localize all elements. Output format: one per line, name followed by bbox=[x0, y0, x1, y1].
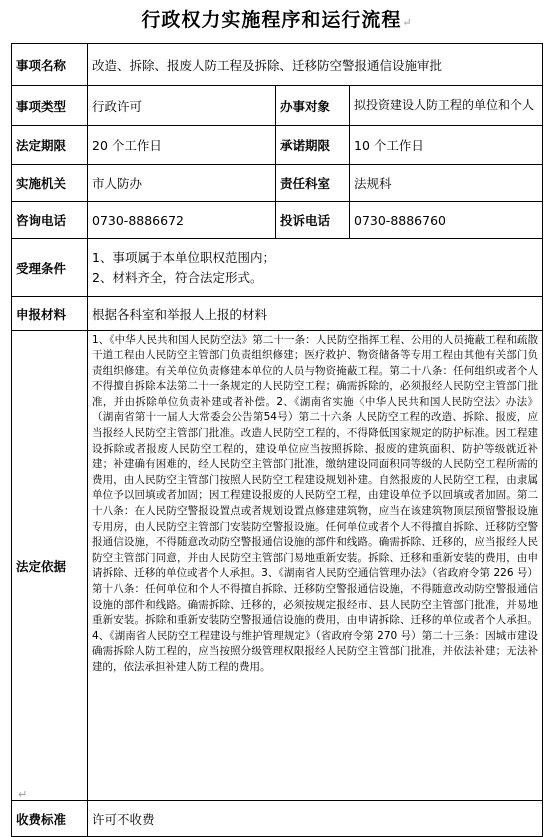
dept-value: 法规科 bbox=[350, 165, 543, 202]
row-conditions bbox=[12, 239, 543, 297]
agency-label: 实施机关 bbox=[12, 165, 88, 202]
target-label: 办事对象 bbox=[276, 86, 350, 126]
condition-1: 1、事项属于本单位职权范围内； bbox=[92, 249, 275, 265]
target-value: 拟投资建设人防工程的单位和个人 bbox=[350, 86, 543, 126]
legal-basis-label: 法定依据 bbox=[12, 331, 88, 801]
condition-2: 2、材料齐全，符合法定形式。 bbox=[92, 269, 263, 285]
paragraph-mark: ↵ bbox=[402, 16, 413, 29]
row-fee bbox=[12, 801, 543, 837]
legal-limit-label: 法定期限 bbox=[12, 126, 88, 165]
legal-basis-text: 1、《中华人民共和国人民防空法》第二十一条：人民防空指挥工程、公用的人员掩蔽工程和疏散干道工程由人民防空主管部门负责组织修建；医疗救护、物资储备等专用工程由其他有关部门负责组织修建。有关单位负责修建本单位的人员与物资掩蔽工程。第二十八条：任何组织或者个人不得擅自拆除本法第二十一条规定的人民防空工程；确需拆除的，必须报经人民防空主管部门批准，并由拆除单位负责补建或者补偿。2、《湖南省实施〈中华人民共和国人民防空法〉办法》（湖南省第十一届人大常委会公告第54号）第二十六条 人民防空工程的改造、拆除、报废，应当报经人民防空主管部门批准。改造人民防空工程的，不得降低国家规定的防护标准。因工程建设拆除或者报废人民防空工程的，建设单位应当按照拆除、报废的建筑面积、防护等级就近补建；补建确有困难的，经人民防空主管部门批准，缴纳建设同面积同等级的人民防空工程所需的费用，由人民防空主管部门按照人民防空工程建设规划补建。自然报废的人民防空工程，由隶属单位予以回填或者加固；因工程建设报废的人民防空工程，由建设单位予以回填或者加固。第二十八条：在人民防空警报设置点或者规划设置点修建建筑物，应当在该建筑物顶层预留警报设施专用房，由人民防空主管部门安装防空警报设施。任何单位或者个人不得擅自拆除、迁移防空警报通信设施，不得随意改动防空警报通信设施的部件和线路。确需拆除、迁移的，应当报经人民防空主管部门同意，并由人民防空主管部门易地重新安装。拆除、迁移和重新安装的费用，由申请拆除、迁移的单位或者个人承担。3、《湖南省人民防空通信管理办法》（省政府令第 226 号）第十八条：任何单位和个人不得擅自拆除、迁移防空警报通信设施，不得随意改动防空警报通信设施的部件和线路。确需拆除、迁移的，必须按规定报经市、县人民防空主管部门批准，并易地重新安装。拆除和重新安装防空警报通信设施的费用，由申请拆除、迁移的单位或者个人承担。4、《湖南省人民防空工程建设与维护管理规定》（省政府令第 270 号）第二十三条：因城市建设确需拆除人防工程的，应当按照分级管理权限报经人民防空主管部门批准，并依法补建；无法补建的，依法承担补建人防工程的费用。 bbox=[92, 333, 538, 673]
materials-value: 根据各科室和举报人上报的材料 bbox=[88, 297, 543, 331]
conditions-label: 受理条件 bbox=[12, 239, 88, 297]
fee-label: 收费标准 bbox=[12, 801, 88, 837]
row-time-limits bbox=[12, 126, 543, 165]
row-item-type bbox=[12, 86, 543, 126]
item-type-value: 行政许可 bbox=[88, 86, 276, 126]
dept-label: 责任科室 bbox=[276, 165, 350, 202]
consult-phone-value: 0730-8886672 bbox=[88, 202, 276, 239]
item-type-label: 事项类型 bbox=[12, 86, 88, 126]
consult-phone-label: 咨询电话 bbox=[12, 202, 88, 239]
item-name-label: 事项名称 bbox=[12, 44, 88, 86]
complaint-phone-value: 0730-8886760 bbox=[350, 202, 543, 239]
legal-basis-value bbox=[88, 331, 543, 801]
item-name-value: 改造、拆除、报废人防工程及拆除、迁移防空警报通信设施审批 bbox=[88, 44, 543, 86]
row-item-name bbox=[12, 44, 543, 86]
legal-limit-value: 20 个工作日 bbox=[88, 126, 276, 165]
promise-limit-value: 10 个工作日 bbox=[350, 126, 543, 165]
complaint-phone-label: 投诉电话 bbox=[276, 202, 350, 239]
agency-value: 市人防办 bbox=[88, 165, 276, 202]
page-title: 行政权力实施程序和运行流程↵ bbox=[141, 9, 413, 31]
promise-limit-label: 承诺期限 bbox=[276, 126, 350, 165]
row-phones bbox=[12, 202, 543, 239]
end-paragraph-mark: ↵ bbox=[18, 788, 28, 801]
row-materials bbox=[12, 297, 543, 331]
conditions-value bbox=[88, 239, 543, 297]
row-legal-basis bbox=[12, 331, 543, 801]
row-agency bbox=[12, 165, 543, 202]
fee-value: 许可不收费 bbox=[88, 801, 543, 837]
materials-label: 申报材料 bbox=[12, 297, 88, 331]
process-table bbox=[11, 43, 543, 837]
